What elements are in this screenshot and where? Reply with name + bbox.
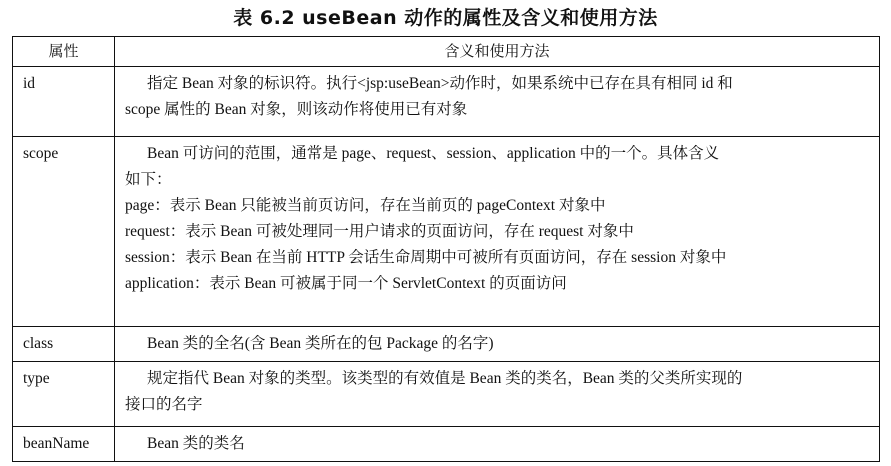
attribute-description [115,362,880,427]
attribute-name: beanName [13,427,115,462]
table-row-class [13,327,880,362]
header-attribute: 属性 [13,37,115,67]
description-line: Bean 类的全名(含 Bean 类所在的包 Package 的名字) [147,335,494,352]
header-meaning-usage: 含义和使用方法 [115,37,880,67]
table-row-type [13,362,880,427]
table-header-row [13,37,880,67]
attribute-description [115,137,880,327]
table-caption: 表 6.2 useBean 动作的属性及含义和使用方法 [233,7,658,29]
description-line: Bean 类的类名 [147,435,245,452]
description-line: application：表示 Bean 可被属于同一个 ServletContext 的页面访问 [125,275,567,292]
table-row-id [13,67,880,137]
description-line: page：表示 Bean 只能被当前页访问，存在当前页的 pageContext 对象中 [125,197,606,214]
description-line: 规定指代 Bean 对象的类型。该类型的有效值是 Bean 类的类名，Bean 类的父类所实现的 [147,370,743,387]
description-line: Bean 可访问的范围，通常是 page、request、session、application 中的一个。具体含义 [147,145,720,162]
description-line: 如下： [125,171,172,188]
attribute-description [115,67,880,137]
description-line: scope 属性的 Bean 对象，则该动作将使用已有对象 [125,101,468,118]
description-line: 指定 Bean 对象的标识符。执行<jsp:useBean>动作时，如果系统中已存在具有相同 id 和 [147,75,733,92]
table-row-beanname [13,427,880,462]
description-line: request：表示 Bean 可被处理同一用户请求的页面访问，存在 request 对象中 [125,223,634,240]
attribute-description [115,327,880,362]
description-line: 接口的名字 [125,396,203,413]
attribute-table [12,36,880,462]
attribute-name: class [13,327,115,362]
table-row-scope [13,137,880,327]
attribute-name: id [13,67,115,137]
attribute-description [115,427,880,462]
description-line: session：表示 Bean 在当前 HTTP 会话生命周期中可被所有页面访问，存在 session 对象中 [125,249,727,266]
attribute-name: type [13,362,115,427]
attribute-name: scope [13,137,115,327]
